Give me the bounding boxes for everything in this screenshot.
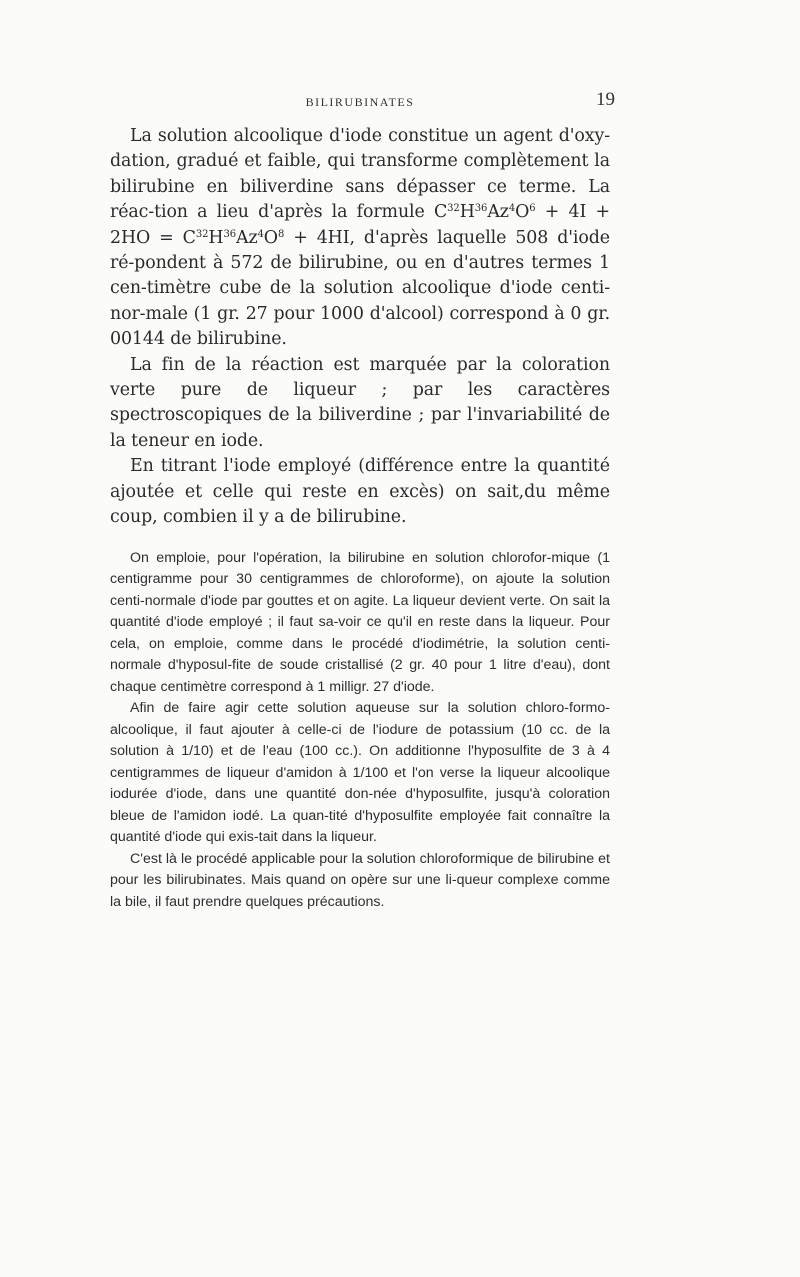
paragraph-titration: En titrant l'iode employé (différence entre la quantité ajoutée et celle qui reste en excès) on sait,du même coup, combien il y a de bilirubine. xyxy=(110,456,610,528)
detail-text xyxy=(110,548,610,914)
page-header xyxy=(110,89,615,115)
paragraph-precautions: C'est là le procédé applicable pour la solution chloroformique de bilirubine et pour les bilirubinates. Mais quand on opère sur une li-queur complexe comme la bile, il faut prendre quelques précautions. xyxy=(110,850,610,910)
paragraph-reaction-end: La fin de la réaction est marquée par la coloration verte pure de liqueur ; par les caractères spectroscopiques de la biliverdine ; par l'invariabilité de la teneur en iode. xyxy=(110,354,610,451)
paragraph-hyposulfite: Afin de faire agir cette solution aqueuse sur la solution chloro-formo-alcoolique, il faut ajouter à celle-ci de l'iodure de potassium (10 cc. de la solution à 1/10) et de l'eau (100 cc.). On additionne l'hyposulfite de 3 à 4 centigrammes de liqueur d'amidon à 1/100 et l'on verse la liqueur alcoolique iodurée d'iode, dans une quantité don-née d'hyposulfite, jusqu'à coloration bleue de l'amidon iodé. La quan-tité d'hyposulfite employée fait connaître la quantité d'iode qui exis-tait dans la liqueur. xyxy=(110,700,610,845)
paragraph-procedure: On emploie, pour l'opération, la bilirubine en solution chlorofor-mique (1 centigramme pour 30 centigrammes de chloroforme), on ajoute la solution centi-normale d'iode par gouttes et on agite. La liqueur devient verte. On sait la quantité d'iode employé ; il faut sa-voir ce qu'il en reste dans la liqueur. Pour cela, on emploie, comme dans le procédé d'iodimétrie, la solution centi-normale d'hyposul-fite de soude cristallisé (2 gr. 40 pour 1 litre d'eau), dont chaque centimètre correspond à 1 milligr. 27 d'iode. xyxy=(110,549,610,695)
main-text xyxy=(110,124,610,531)
page-body xyxy=(110,124,610,913)
running-title: BILIRUBINATES xyxy=(305,95,415,109)
paragraph-iode-formula: La solution alcoolique d'iode constitue un agent d'oxy-dation, gradué et faible, qui transforme complètement la bilirubine en biliverdine sans dépasser ce terme. La réac-tion a lieu d'après la formule $C^{32}H^{36}Az^4O^6 + 4I + 2HO = C^{32}H^{36}Az^4O^8 + 4HI$, d'après laquelle 508 d'iode ré-pondent à 572 de bilirubine, ou en d'autres termes 1 cen-timètre cube de la solution alcoolique d'iode centi-nor-male (1 gr. 27 pour 1000 d'alcool) correspond à 0 gr. 00144 de bilirubine. xyxy=(110,126,610,350)
page-number: 19 xyxy=(596,89,615,110)
